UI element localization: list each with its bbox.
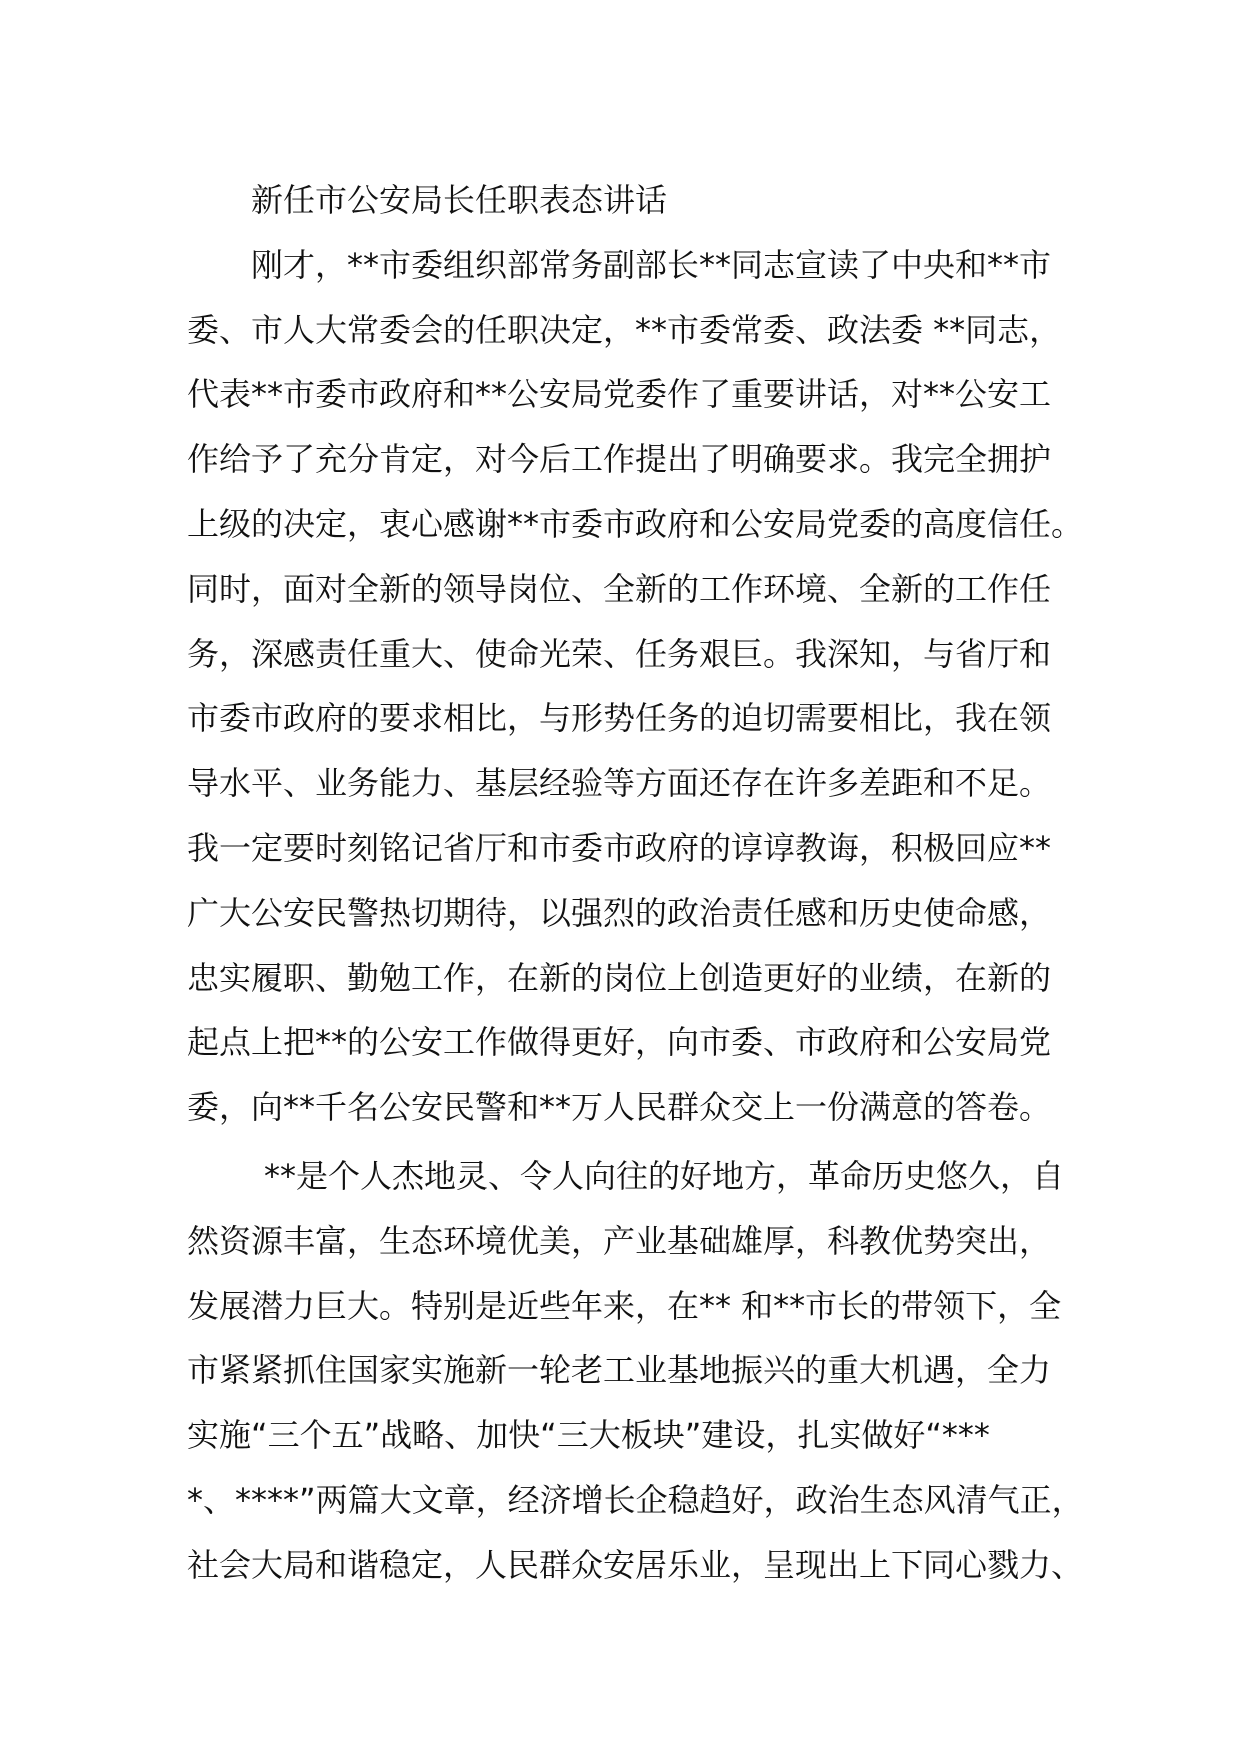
paragraph-line: 作给予了充分肯定，对今后工作提出了明确要求。我完全拥护 [187, 440, 1052, 479]
paragraph-line: 代表**市委市政府和**公安局党委作了重要讲话，对**公安工 [187, 375, 1052, 414]
paragraph-line: 上级的决定，衷心感谢**市委市政府和公安局党委的高度信任。 [187, 504, 1084, 543]
paragraph-1 [187, 233, 1087, 1140]
paragraph-line: 社会大局和谐稳定，人民群众安居乐业，呈现出上下同心戮力、 [187, 1545, 1084, 1584]
paragraph-line: 市紧紧抓住国家实施新一轮老工业基地振兴的重大机遇，全力 [187, 1351, 1052, 1390]
paragraph-line: 我一定要时刻铭记省厅和市委市政府的谆谆教诲，积极回应** [187, 828, 1052, 867]
paragraph-line: *、****”两篇大文章，经济增长企稳趋好，政治生态风清气正， [187, 1480, 1084, 1519]
paragraph-line: **是个人杰地灵、令人向往的好地方，革命历史悠久，自 [264, 1156, 1065, 1195]
paragraph-line: 起点上把**的公安工作做得更好，向市委、市政府和公安局党 [187, 1023, 1052, 1062]
paragraph-line: 委、市人大常委会的任职决定，**市委常委、政法委 **同志， [187, 310, 1062, 349]
paragraph-line: 委，向**千名公安民警和**万人民群众交上一份满意的答卷。 [187, 1088, 1052, 1127]
paragraph-line: 刚才，**市委组织部常务副部长**同志宣读了中央和**市 [251, 245, 1052, 284]
paragraph-line: 忠实履职、勤勉工作，在新的岗位上创造更好的业绩，在新的 [187, 958, 1052, 997]
document-title: 新任市公安局长任职表态讲话 [251, 181, 668, 219]
paragraph-line: 务，深感责任重大、使命光荣、任务艰巨。我深知，与省厅和 [187, 634, 1052, 673]
document-body [187, 168, 1087, 1598]
paragraph-line: 发展潜力巨大。特别是近些年来，在** 和**市长的带领下，全 [187, 1286, 1062, 1325]
paragraph-line: 然资源丰富，生态环境优美，产业基础雄厚，科教优势突出， [187, 1221, 1052, 1260]
paragraph-2 [187, 1144, 1087, 1598]
paragraph-line: 同时，面对全新的领导岗位、全新的工作环境、全新的工作任 [187, 569, 1052, 608]
paragraph-line: 导水平、业务能力、基层经验等方面还存在许多差距和不足。 [187, 764, 1052, 803]
paragraph-line: 实施“三个五”战略、加快“三大板块”建设，扎实做好“*** [187, 1416, 990, 1455]
paragraph-line: 市委市政府的要求相比，与形势任务的迫切需要相比，我在领 [187, 699, 1052, 738]
paragraph-line: 广大公安民警热切期待，以强烈的政治责任感和历史使命感， [187, 893, 1052, 932]
